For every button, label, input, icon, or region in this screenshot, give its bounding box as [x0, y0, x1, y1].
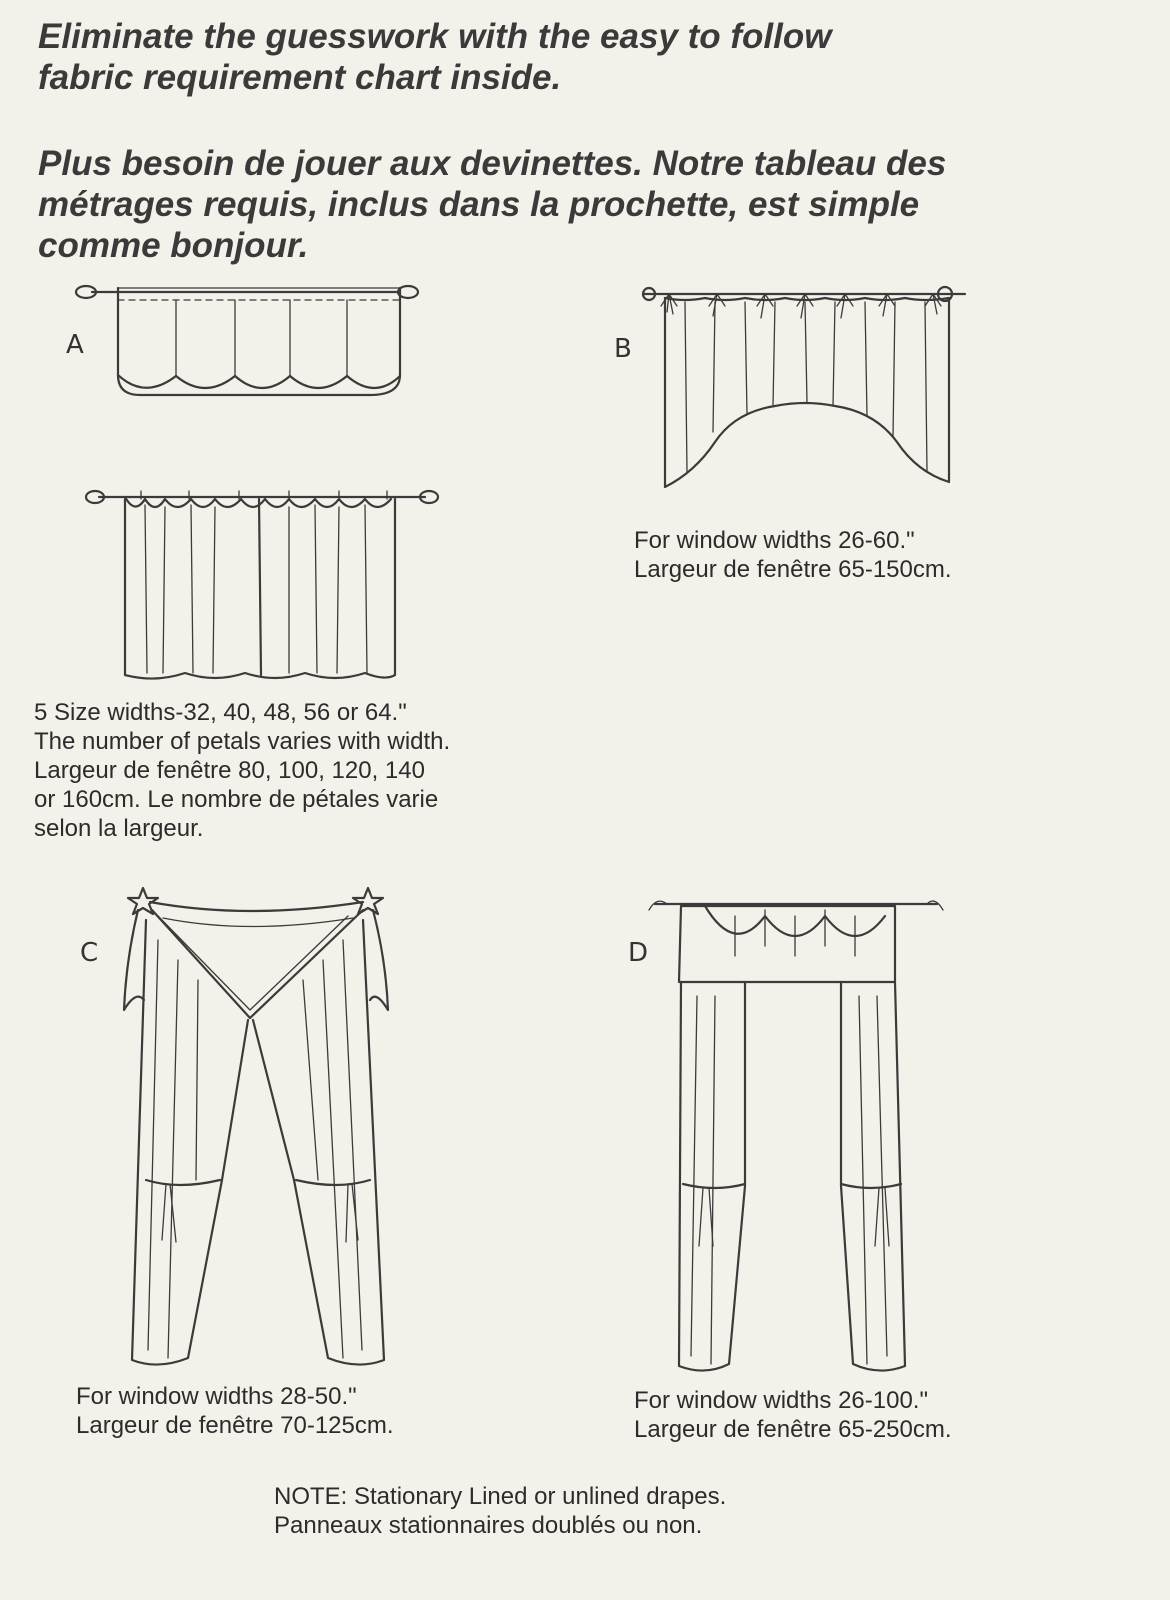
view-d-caption-line: Largeur de fenêtre 65-250cm.	[634, 1416, 952, 1443]
view-b-caption-line: For window widths 26-60."	[634, 527, 915, 554]
intro-french-line: comme bonjour.	[38, 226, 309, 265]
note-line: Panneaux stationnaires doublés ou non.	[274, 1512, 703, 1539]
view-d-caption	[634, 1386, 952, 1444]
view-b-caption	[634, 526, 952, 584]
view-c-caption-line: Largeur de fenêtre 70-125cm.	[76, 1412, 394, 1439]
view-a-caption-line: or 160cm. Le nombre de pétales varie	[34, 786, 439, 813]
view-a-cafe-curtain-illustration	[85, 485, 445, 695]
view-a-caption	[34, 698, 450, 843]
intro-french-line: métrages requis, inclus dans la prochette, est simple	[38, 185, 920, 224]
note-line: NOTE: Stationary Lined or unlined drapes.	[274, 1483, 727, 1510]
view-a-letter: A	[66, 330, 84, 360]
view-b-caption-line: Largeur de fenêtre 65-150cm.	[634, 556, 952, 583]
intro-french	[38, 143, 946, 266]
view-b-valance-illustration	[625, 282, 985, 492]
intro-english-line: Eliminate the guesswork with the easy to follow	[38, 17, 832, 56]
view-c-caption	[76, 1382, 394, 1440]
intro-french-line: Plus besoin de jouer aux devinettes. Notre tableau des	[38, 144, 947, 183]
view-a-caption-line: The number of petals varies with width.	[34, 728, 451, 755]
view-c-letter: C	[80, 938, 99, 968]
intro-english	[38, 16, 831, 98]
view-b-letter: B	[614, 334, 632, 364]
view-a-valance-illustration	[70, 280, 450, 400]
view-d-drapes-illustration	[645, 886, 945, 1376]
view-a-caption-line: selon la largeur.	[34, 815, 204, 842]
view-d-letter: D	[628, 938, 649, 968]
stationary-drapes-note	[274, 1482, 726, 1540]
intro-english-line: fabric requirement chart inside.	[38, 58, 562, 97]
view-c-caption-line: For window widths 28-50."	[76, 1383, 357, 1410]
view-a-caption-line: 5 Size widths-32, 40, 48, 56 or 64."	[34, 699, 407, 726]
view-d-caption-line: For window widths 26-100."	[634, 1387, 928, 1414]
view-c-drapes-illustration	[118, 880, 398, 1380]
view-a-caption-line: Largeur de fenêtre 80, 100, 120, 140	[34, 757, 425, 784]
